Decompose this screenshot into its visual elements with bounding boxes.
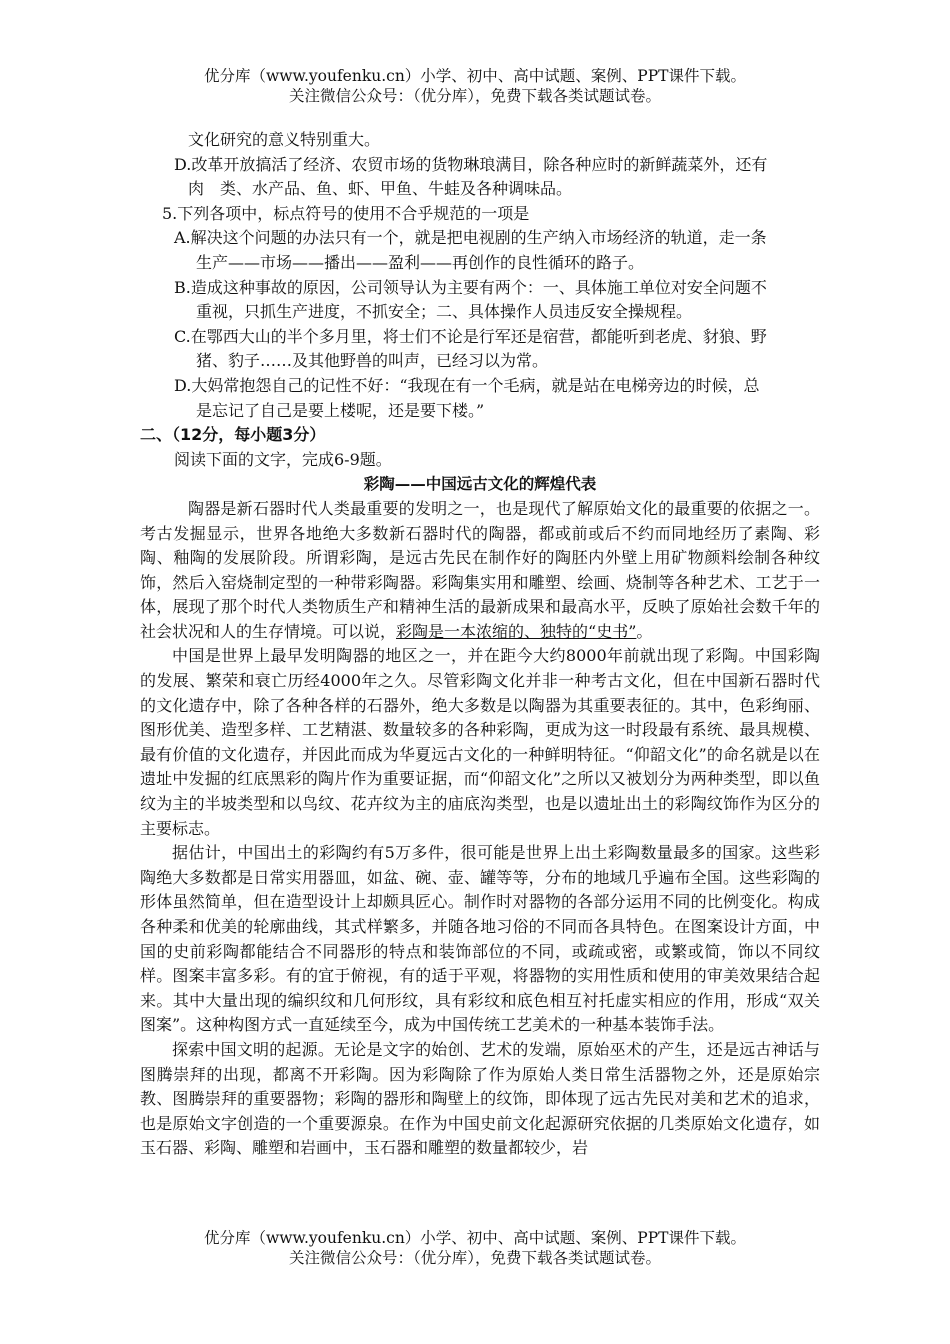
paragraph-1-end: 。 xyxy=(636,621,653,641)
article-paragraph-1 xyxy=(140,497,820,645)
article-title: 彩陶——中国远古文化的辉煌代表 xyxy=(363,475,597,494)
underlined-phrase: 彩陶是一本浓缩的、独特的“史书” xyxy=(396,621,637,641)
page-content xyxy=(140,128,820,1161)
q5-option-a-continuation: 生产——市场——播出——盈利——再创作的良性循环的路子。 xyxy=(196,252,645,272)
q5-option-a: A.解决这个问题的办法只有一个，就是把电视剧的生产纳入市场经济的轨道，走一条 xyxy=(174,228,767,248)
q5-option-d-continuation: 是忘记了自己是要上楼呢，还是要下楼。” xyxy=(196,400,485,420)
page-header xyxy=(0,66,950,106)
header-line-1: 优分库（www.youfenku.cn）小学、初中、高中试题、案例、PPT课件下载。 xyxy=(203,67,747,85)
paragraph-1-text: 陶器是新石器时代人类最重要的发明之一，也是现代了解原始文化的最重要的依据之一。考古发掘显示，世界各地绝大多数新石器时代的陶器，都或前或后不约而同地经历了素陶、彩陶、釉陶的发展阶段。所谓彩陶，是远古先民在制作好的陶胚内外壁上用矿物颜料绘制各种纹饰，然后入窑烧制定型的一种带彩陶器。彩陶集实用和雕塑、绘画、烧制等各种艺术、工艺于一体，展现了那个时代人类物质生产和精神生活的最新成果和最高水平，反映了原始社会数千年的社会状况和人的生存情境。可以说， xyxy=(140,498,820,641)
q4-option-d-continuation: 肉 类、水产品、鱼、虾、甲鱼、牛蛙及各种调味品。 xyxy=(188,179,573,199)
q5-option-c-continuation: 猪、豹子……及其他野兽的叫声，已经习以为常。 xyxy=(196,351,549,371)
q5-option-d: D.大妈常抱怨自己的记性不好：“我现在有一个毛病，就是站在电梯旁边的时候，总 xyxy=(174,375,760,395)
header-line-2: 关注微信公众号：（优分库），免费下载各类试题试卷。 xyxy=(288,87,661,105)
q5-option-b-continuation: 重视，只抓生产进度，不抓安全；二、具体操作人员违反安全操规程。 xyxy=(196,302,693,322)
section-2-instruction: 阅读下面的文字，完成6-9题。 xyxy=(174,449,392,469)
article-paragraph-3: 据估计，中国出土的彩陶约有5万多件，很可能是世界上出土彩陶数量最多的国家。这些彩陶绝大多数都是日常实用器皿，如盆、碗、壶、罐等等，分布的地域几乎遍布全国。这些彩陶的形体虽然简单，但在造型设计上却颇具匠心。制作时对器物的各部分运用不同的比例变化。构成各种柔和优美的轮廓曲线，其式样繁多，并随各地习俗的不同而各具特色。在图案设计方面，中国的史前彩陶都能结合不同器形的特点和装饰部位的不同，或疏或密，或繁或简，饰以不同纹样。图案丰富多彩。有的宜于俯视，有的适于平观，将器物的实用性质和使用的审美效果结合起来。其中大量出现的编织纹和几何形纹，具有彩纹和底色相互衬托虚实相应的作用，形成“双关图案”。这种构图方式一直延续至今，成为中国传统工艺美术的一种基本装饰手法。 xyxy=(140,843,820,1035)
q4-option-d: D.改革开放搞活了经济、农贸市场的货物琳琅满目，除各种应时的新鲜蔬菜外，还有 xyxy=(174,154,768,174)
q4-option-c-continuation: 文化研究的意义特别重大。 xyxy=(188,130,381,149)
article-paragraph-4: 探索中国文明的起源。无论是文字的始创、艺术的发端，原始巫术的产生，还是远古神话与图腾崇拜的出现，都离不开彩陶。因为彩陶除了作为原始人类日常生活器物之外，还是原始宗教、图腾崇拜的重要器物；彩陶的器形和陶壁上的纹饰，即体现了远古先民对美和艺术的追求，也是原始文字创造的一个重要源泉。在作为中国史前文化起源研究依据的几类原始文化遗存，如玉石器、彩陶、雕塑和岩画中，玉石器和雕塑的数量都较少，岩 xyxy=(140,1039,820,1158)
q5-option-c: C.在鄂西大山的半个多月里，将士们不论是行军还是宿营，都能听到老虎、豺狼、野 xyxy=(174,326,767,346)
page-footer xyxy=(0,1228,950,1268)
footer-line-2: 关注微信公众号：（优分库），免费下载各类试题试卷。 xyxy=(288,1249,661,1267)
article-paragraph-2: 中国是世界上最早发明陶器的地区之一，并在距今大约8000年前就出现了彩陶。中国彩陶的发展、繁荣和衰亡历经4000年之久。尽管彩陶文化并非一种考古文化，但在中国新石器时代的文化遗存中，除了各种各样的石器外，绝大多数是以陶器为其重要表征的。其中，色彩绚丽、图形优美、造型多样、工艺精湛、数量较多的各种彩陶，更成为这一时段最有系统、最具规模、最有价值的文化遗存，并因此而成为华夏远古文化的一种鲜明特征。“仰韶文化”的命名就是以在遗址中发掘的红底黑彩的陶片作为重要证据，而“仰韶文化”之所以又被划分为两种类型，即以鱼纹为主的半坡类型和以鸟纹、花卉纹为主的庙底沟类型，也是以遗址出土的彩陶纹饰作为区分的主要标志。 xyxy=(140,646,820,838)
section-2-title: 二、（12分，每小题3分） xyxy=(140,425,326,445)
q5-option-b: B.造成这种事故的原因，公司领导认为主要有两个：一、具体施工单位对安全问题不 xyxy=(174,277,767,297)
footer-line-1: 优分库（www.youfenku.cn）小学、初中、高中试题、案例、PPT课件下载。 xyxy=(203,1229,747,1247)
question-5-stem: 5.下列各项中，标点符号的使用不合乎规范的一项是 xyxy=(162,203,530,223)
